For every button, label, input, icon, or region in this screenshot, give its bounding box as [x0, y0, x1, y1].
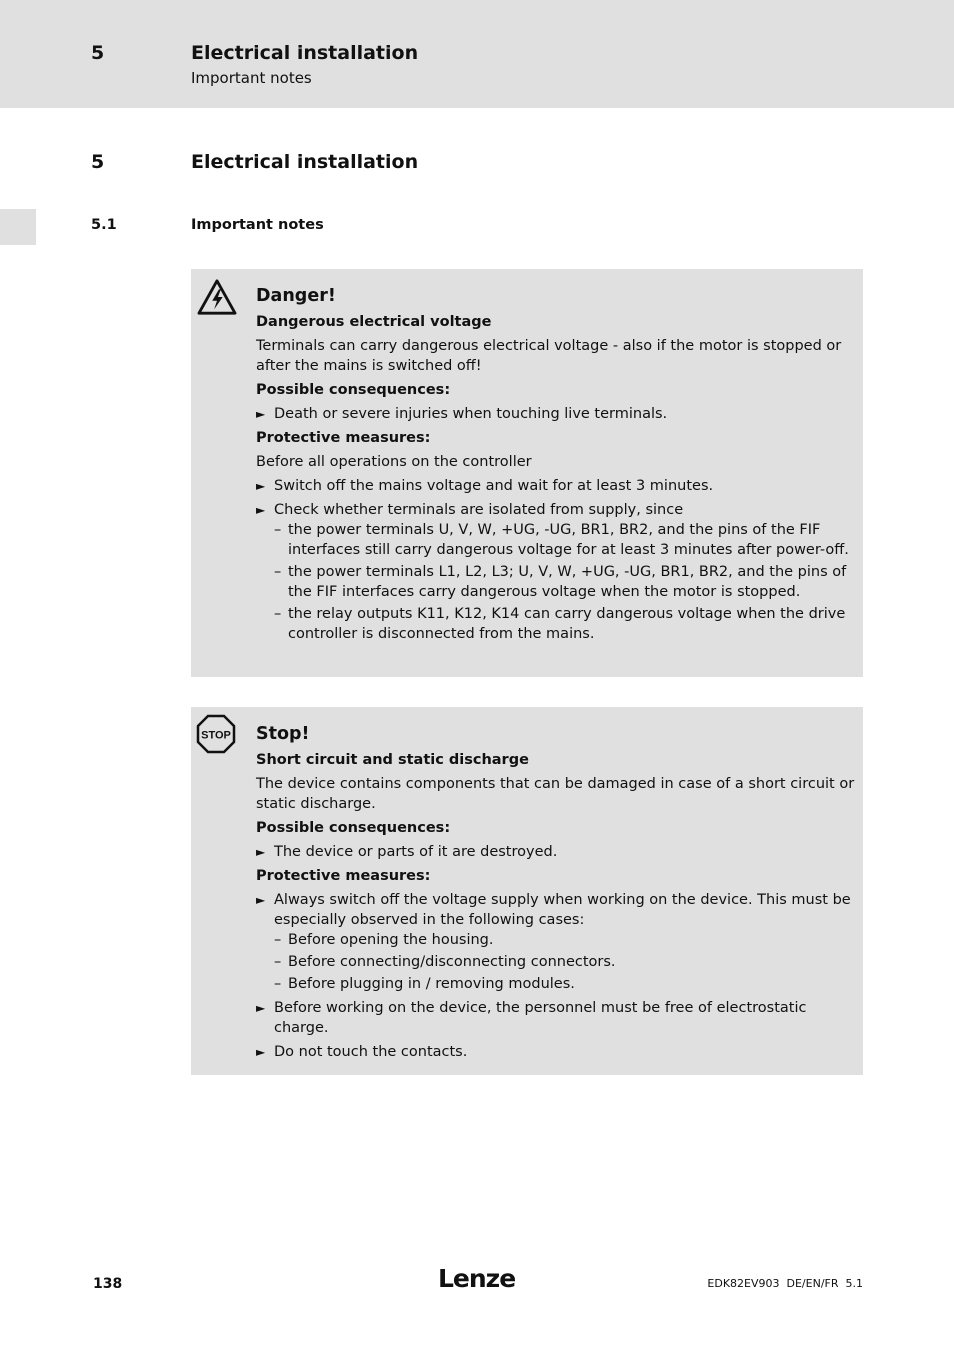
stop-sign-icon: [196, 714, 236, 754]
sub-list-item-text: Before connecting/disconnecting connectors.: [288, 954, 616, 970]
header-chapter-title: Electrical installation: [191, 42, 419, 64]
stop-notice-box: [191, 707, 863, 1075]
dash-marker: –: [274, 976, 282, 992]
bullet-arrow-icon: ►: [256, 1045, 266, 1059]
list-item: [256, 476, 857, 496]
bullet-arrow-icon: ►: [256, 479, 266, 493]
sub-list-item: [274, 604, 857, 644]
bullet-arrow-icon: ►: [256, 845, 266, 859]
stop-sign-label: STOP: [201, 729, 231, 742]
list-item-text: Switch off the mains voltage and wait for at least 3 minutes.: [274, 478, 714, 494]
sub-list-item: [274, 930, 857, 950]
document-code: EDK82EV903 DE/EN/FR 5.1: [707, 1277, 863, 1290]
dash-marker: –: [274, 522, 282, 538]
dash-marker: –: [274, 564, 282, 580]
list-item: [256, 404, 857, 424]
list-item-text: Before working on the device, the personnel must be free of electrostatic charge.: [274, 1000, 807, 1036]
list-item: [256, 890, 857, 930]
sub-list-item: [274, 562, 857, 602]
header-subtitle: Important notes: [191, 69, 312, 87]
sub-list-item-text: Before opening the housing.: [288, 932, 494, 948]
list-item-text: Check whether terminals are isolated from supply, since: [274, 502, 684, 518]
sub-list-item: [274, 974, 857, 994]
header-chapter-number: 5: [91, 42, 105, 64]
list-item-text: Do not touch the contacts.: [274, 1044, 468, 1060]
danger-description: Terminals can carry dangerous electrical voltage - also if the motor is stopped or after the mains is switched off!: [256, 338, 842, 374]
danger-notice-box: [191, 269, 863, 677]
stop-subheading: Short circuit and static discharge: [256, 752, 529, 768]
subsection-number: 5.1: [91, 217, 117, 233]
stop-consequences-label: Possible consequences:: [256, 820, 451, 836]
sub-list-item: [274, 520, 857, 560]
sub-list-item-text: the relay outputs K11, K12, K14 can carry dangerous voltage when the drive controller is disconnected from the mains.: [288, 606, 846, 642]
danger-measures-intro: Before all operations on the controller: [256, 454, 532, 470]
list-item: [256, 842, 857, 862]
danger-subheading: Dangerous electrical voltage: [256, 314, 492, 330]
sub-list-item-text: Before plugging in / removing modules.: [288, 976, 575, 992]
dash-marker: –: [274, 606, 282, 622]
list-item: [256, 1042, 857, 1062]
sub-list-item: [274, 952, 857, 972]
subsection-title: Important notes: [191, 217, 324, 233]
dash-marker: –: [274, 954, 282, 970]
sub-list-item-text: the power terminals L1, L2, L3; U, V, W, +UG, -UG, BR1, BR2, and the pins of the FIF interfaces carry dangerous voltage when the motor is stopped.: [288, 564, 847, 600]
sub-list-item-text: the power terminals U, V, W, +UG, -UG, BR1, BR2, and the pins of the FIF interfaces still carry dangerous voltage for at least 3 minutes after power-off.: [288, 522, 849, 558]
stop-description: The device contains components that can be damaged in case of a short circuit or static discharge.: [256, 776, 855, 812]
bullet-arrow-icon: ►: [256, 503, 266, 517]
list-item-text: Death or severe injuries when touching live terminals.: [274, 406, 668, 422]
list-item: [256, 500, 857, 520]
danger-consequences-label: Possible consequences:: [256, 382, 451, 398]
list-item: [256, 998, 857, 1038]
list-item-text: The device or parts of it are destroyed.: [274, 844, 558, 860]
lenze-logo: Lenze: [438, 1264, 516, 1293]
section-title: Electrical installation: [191, 151, 419, 173]
stop-measures-label: Protective measures:: [256, 868, 431, 884]
chapter-tab-marker: [0, 209, 36, 245]
list-item-text: Always switch off the voltage supply when working on the device. This must be especially observed in the following cases:: [274, 892, 851, 928]
page-header: [0, 0, 954, 108]
bullet-arrow-icon: ►: [256, 407, 266, 421]
electrical-hazard-triangle-icon: [196, 278, 238, 316]
danger-heading: Danger!: [256, 286, 336, 306]
danger-measures-label: Protective measures:: [256, 430, 431, 446]
page-number: 138: [93, 1276, 123, 1292]
stop-heading: Stop!: [256, 724, 310, 744]
section-number: 5: [91, 151, 105, 173]
bullet-arrow-icon: ►: [256, 893, 266, 907]
bullet-arrow-icon: ►: [256, 1001, 266, 1015]
dash-marker: –: [274, 932, 282, 948]
